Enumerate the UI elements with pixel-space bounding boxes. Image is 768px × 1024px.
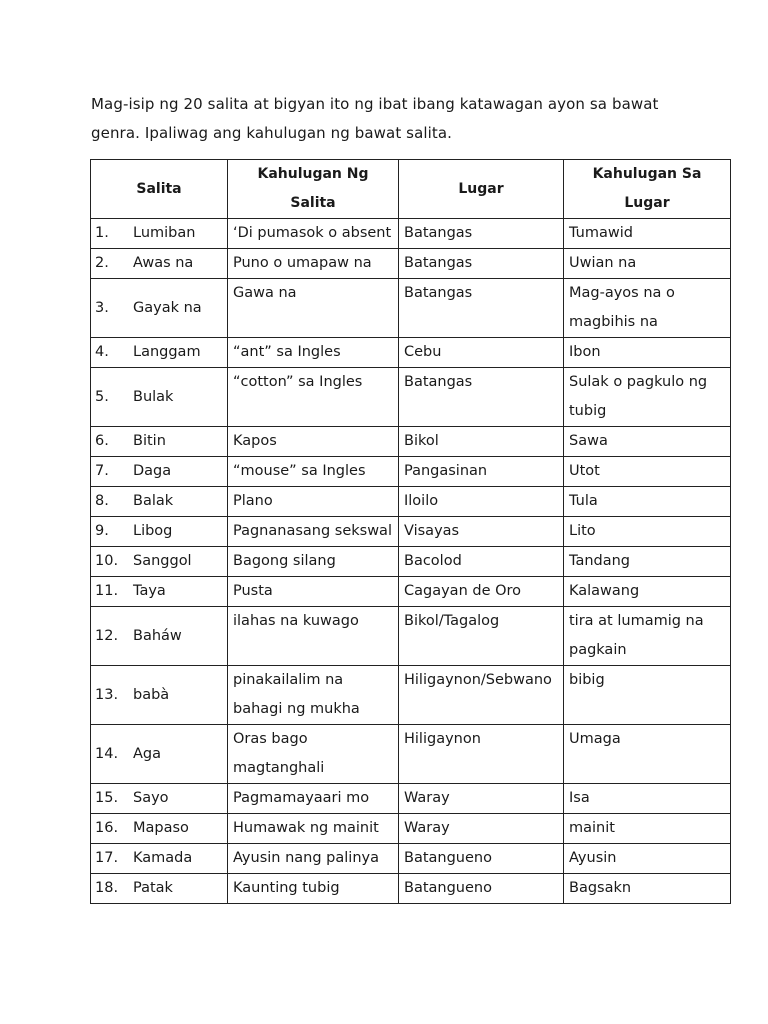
meaning-cell: “mouse” sa Ingles [228,457,399,487]
meaning-cell: Pagnanasang sekswal [228,517,399,547]
table-row [91,279,731,338]
place-meaning-cell: Tandang [564,547,731,577]
place-cell: Bikol [399,427,564,457]
vocabulary-table [90,159,731,904]
meaning-cell: Kaunting tubig [228,874,399,904]
table-row [91,487,731,517]
meaning-cell: Humawak ng mainit [228,814,399,844]
word-cell [91,844,228,874]
table-row [91,368,731,427]
meaning-cell: Pagmamayaari mo [228,784,399,814]
place-meaning-cell: Sulak o pagkulo ng tubig [564,368,731,427]
header-kahulugan-sa-lugar: Kahulugan Sa Lugar [564,160,731,219]
table-row [91,249,731,279]
row-number: 12. [95,627,119,644]
place-cell: Bikol/Tagalog [399,607,564,666]
meaning-cell: Gawa na [228,279,399,338]
place-meaning-cell: Ayusin [564,844,731,874]
row-number: 10. [95,553,119,569]
meaning-cell: Puno o umapaw na [228,249,399,279]
place-meaning-cell: Utot [564,457,731,487]
word-cell [91,249,228,279]
row-number: 15. [95,790,119,806]
row-number: 3. [95,299,109,316]
place-meaning-cell: bibig [564,666,731,725]
place-meaning-cell: Umaga [564,725,731,784]
word-text: Bulak [133,388,174,405]
place-cell: Batangas [399,279,564,338]
word-text: Mapaso [133,820,189,836]
place-meaning-cell: Uwian na [564,249,731,279]
place-cell: Waray [399,784,564,814]
table-row [91,814,731,844]
place-meaning-cell: Isa [564,784,731,814]
meaning-cell: pinakailalim na bahagi ng mukha [228,666,399,725]
table-row [91,666,731,725]
word-cell [91,338,228,368]
word-text: Gayak na [133,299,202,316]
word-text: Aga [133,745,162,762]
word-text: Taya [133,583,166,599]
word-text: Daga [133,463,172,479]
row-number: 13. [95,686,119,703]
table-row [91,517,731,547]
word-cell [91,607,228,666]
instructions-paragraph [91,90,711,147]
meaning-cell: ‘Di pumasok o absent [228,219,399,249]
header-salita: Salita [91,160,228,219]
place-cell: Hiligaynon [399,725,564,784]
row-number: 18. [95,880,119,896]
word-cell [91,784,228,814]
place-cell: Pangasinan [399,457,564,487]
place-cell: Waray [399,814,564,844]
word-text: Balak [133,493,174,509]
table-row [91,547,731,577]
table-row [91,784,731,814]
table-row [91,338,731,368]
place-cell: Batangas [399,368,564,427]
meaning-cell: Ayusin nang palinya [228,844,399,874]
word-text: Sanggol [133,553,192,569]
place-cell: Batangueno [399,844,564,874]
word-cell [91,814,228,844]
meaning-cell: Pusta [228,577,399,607]
row-number: 4. [95,344,109,360]
table-row [91,844,731,874]
word-cell [91,368,228,427]
row-number: 5. [95,388,109,405]
place-cell: Hiligaynon/Sebwano [399,666,564,725]
word-text: Bitin [133,433,166,449]
instructions-line-2: genra. Ipaliwag ang kahulugan ng bawat salita. [91,123,453,142]
word-text: babà [133,686,170,703]
place-cell: Batangas [399,219,564,249]
place-meaning-cell: Kalawang [564,577,731,607]
row-number: 17. [95,850,119,866]
meaning-cell: Oras bago magtanghali [228,725,399,784]
row-number: 6. [95,433,109,449]
table-row [91,457,731,487]
place-meaning-cell: tira at lumamig na pagkain [564,607,731,666]
table-header-row [91,160,731,219]
place-meaning-cell: Mag-ayos na o magbihis na [564,279,731,338]
header-kahulugan-ng-salita: Kahulugan Ng Salita [228,160,399,219]
word-cell [91,666,228,725]
meaning-cell: Kapos [228,427,399,457]
word-text: Sayo [133,790,169,806]
table-row [91,607,731,666]
word-cell [91,487,228,517]
row-number: 2. [95,255,109,271]
table-row [91,874,731,904]
word-text: Langgam [133,344,201,360]
row-number: 7. [95,463,109,479]
table-row [91,219,731,249]
row-number: 8. [95,493,109,509]
word-cell [91,547,228,577]
word-cell [91,725,228,784]
row-number: 14. [95,745,119,762]
row-number: 16. [95,820,119,836]
place-cell: Cebu [399,338,564,368]
place-meaning-cell: mainit [564,814,731,844]
place-meaning-cell: Sawa [564,427,731,457]
place-meaning-cell: Tumawid [564,219,731,249]
place-cell: Visayas [399,517,564,547]
word-text: Lumiban [133,225,196,241]
place-meaning-cell: Ibon [564,338,731,368]
place-cell: Bacolod [399,547,564,577]
place-cell: Cagayan de Oro [399,577,564,607]
word-text: Kamada [133,850,193,866]
word-cell [91,219,228,249]
word-cell [91,874,228,904]
table-row [91,725,731,784]
word-text: Patak [133,880,173,896]
place-meaning-cell: Lito [564,517,731,547]
row-number: 11. [95,583,119,599]
place-meaning-cell: Tula [564,487,731,517]
place-cell: Batangas [399,249,564,279]
word-cell [91,457,228,487]
place-meaning-cell: Bagsakn [564,874,731,904]
place-cell: Batangueno [399,874,564,904]
instructions-line-1: Mag-isip ng 20 salita at bigyan ito ng ibat ibang katawagan ayon sa bawat [91,95,659,113]
word-text: Baháw [133,627,182,644]
meaning-cell: Plano [228,487,399,517]
word-text: Libog [133,523,173,539]
word-cell [91,517,228,547]
meaning-cell: “ant” sa Ingles [228,338,399,368]
row-number: 9. [95,523,109,539]
header-lugar: Lugar [399,160,564,219]
table-row [91,427,731,457]
word-text: Awas na [133,255,194,271]
row-number: 1. [95,225,109,241]
word-cell [91,427,228,457]
place-cell: Iloilo [399,487,564,517]
table-row [91,577,731,607]
meaning-cell: ilahas na kuwago [228,607,399,666]
meaning-cell: Bagong silang [228,547,399,577]
meaning-cell: “cotton” sa Ingles [228,368,399,427]
word-cell [91,279,228,338]
word-cell [91,577,228,607]
